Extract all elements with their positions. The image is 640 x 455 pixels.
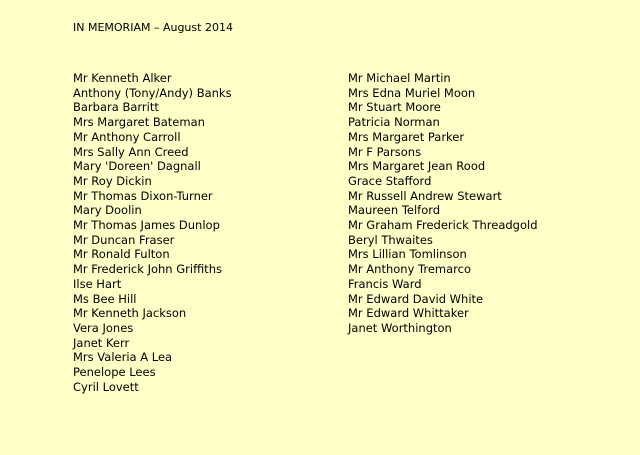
name-item: Patricia Norman — [348, 115, 440, 130]
name-item: Mr Roy Dickin — [73, 173, 152, 188]
name-item: Mr Edward David White — [348, 291, 484, 306]
name-item: Penelope Lees — [73, 365, 156, 380]
page-title: IN MEMORIAM – August 2014 — [73, 21, 233, 34]
name-item: Mr Thomas James Dunlop — [73, 218, 220, 233]
name-item: Mrs Sally Ann Creed — [73, 144, 189, 159]
name-item: Francis Ward — [348, 276, 422, 291]
name-item: Mr Anthony Carroll — [73, 129, 181, 144]
names-column-right — [348, 71, 538, 336]
name-item: Grace Stafford — [348, 173, 432, 188]
name-item: Mr Ronald Fulton — [73, 247, 170, 262]
name-item: Mr Edward Whittaker — [348, 306, 469, 321]
name-item: Janet Kerr — [73, 335, 130, 350]
name-item: Mrs Margaret Bateman — [73, 115, 205, 130]
name-item: Mrs Edna Muriel Moon — [348, 85, 476, 100]
name-item: Mr Anthony Tremarco — [348, 262, 472, 277]
name-item: Mr Graham Frederick Threadgold — [348, 218, 538, 233]
name-item: Mr Kenneth Alker — [73, 71, 172, 85]
name-item: Anthony (Tony/Andy) Banks — [73, 85, 232, 100]
name-item: Mary Doolin — [73, 203, 142, 218]
name-item: Mrs Margaret Jean Rood — [348, 159, 486, 174]
name-item: Barbara Barritt — [73, 100, 159, 115]
name-item: Beryl Thwaites — [348, 232, 433, 247]
name-item: Mr Kenneth Jackson — [73, 306, 187, 321]
name-item: Mr F Parsons — [348, 144, 422, 159]
name-item: Vera Jones — [73, 320, 134, 335]
name-item: Ms Bee Hill — [73, 291, 137, 306]
name-item: Mary 'Doreen' Dagnall — [73, 159, 201, 174]
name-item: Mrs Lillian Tomlinson — [348, 247, 467, 262]
name-item: Janet Worthington — [348, 320, 452, 335]
name-item: Mrs Margaret Parker — [348, 129, 465, 144]
name-item: Mr Stuart Moore — [348, 100, 441, 115]
name-item: Mr Russell Andrew Stewart — [348, 188, 502, 203]
name-item: Mrs Valeria A Lea — [73, 350, 173, 365]
name-item: Mr Michael Martin — [348, 71, 451, 85]
name-item: Maureen Telford — [348, 203, 441, 218]
name-item: Mr Frederick John Griffiths — [73, 262, 222, 277]
name-item: Mr Duncan Fraser — [73, 232, 175, 247]
names-column-left — [73, 71, 232, 394]
name-item: Ilse Hart — [73, 276, 122, 291]
name-item: Cyril Lovett — [73, 379, 139, 394]
name-item: Mr Thomas Dixon-Turner — [73, 188, 213, 203]
